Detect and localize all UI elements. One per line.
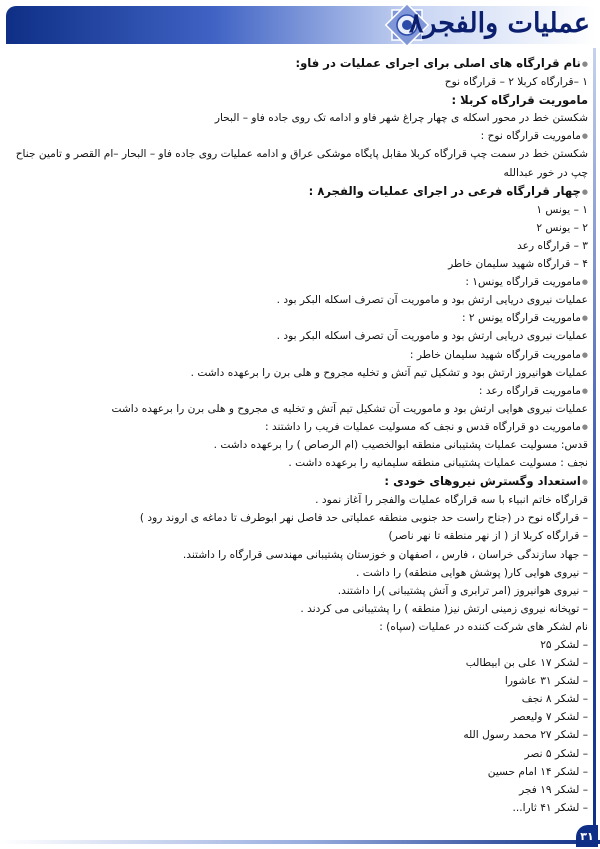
text-line <box>10 781 588 799</box>
line-text: – قرارگاه نوح در (جناح راست حد جنوبی منطقه عملیاتی حد فاصل نهر ابوطرف تا دماغه ی اروند رود ) <box>139 512 588 525</box>
text-line <box>10 219 588 237</box>
right-border-bar <box>593 48 596 841</box>
line-text: – لشکر ۵ نصر <box>524 747 588 760</box>
text-line <box>10 382 588 400</box>
text-line <box>10 654 588 672</box>
text-line <box>10 73 588 91</box>
text-line <box>10 237 588 255</box>
line-text: – توپخانه نیروی زمینی ارتش نیز( منطقه ) را پشتیبانی می کردند . <box>300 602 588 615</box>
text-line <box>10 109 588 127</box>
text-line <box>10 600 588 618</box>
section-heading <box>10 54 588 73</box>
text-line <box>10 346 588 364</box>
line-text: نجف : مسولیت عملیات پشتیبانی منطقه سلیمانیه را برعهده داشت . <box>288 457 588 470</box>
line-text: عملیات هوانیروز ارتش بود و تشکیل تیم آتش و تخلیه مجروح و هلی برن را برعهده داشت . <box>190 366 588 379</box>
text-line <box>10 327 588 345</box>
bullet-icon: ● <box>581 422 588 431</box>
text-line <box>10 127 588 145</box>
line-text: قدس: مسولیت عملیات پشتیبانی منطقه ابوالخصیب (ام الرصاص ) را برعهده داشت . <box>213 438 588 451</box>
page-title: عملیات والفجر۸ <box>408 8 590 39</box>
text-line <box>10 309 588 327</box>
text-line <box>10 454 588 472</box>
line-text: قرارگاه خاتم انبیاء با سه قرارگاه عملیات والفجر را آغاز نمود . <box>315 494 588 507</box>
line-text: ماموریت دو قرارگاه قدس و نجف که مسولیت عملیات فریب را داشتند : <box>265 420 581 433</box>
text-line <box>10 582 588 600</box>
line-text: ماموریت قرارگاه رعد : <box>478 384 581 397</box>
bullet-icon: ● <box>581 350 588 359</box>
bullet-icon: ● <box>581 60 588 68</box>
line-text: – لشکر ۱۹ فجر <box>519 783 588 796</box>
text-line <box>10 726 588 744</box>
line-text: ماموریت قرارگاه شهید سلیمان خاطر : <box>409 348 581 361</box>
line-text: – لشکر ۱۷ علی بن ابیطالب <box>465 657 588 670</box>
line-text: نام قرارگاه های اصلی برای اجرای عملیات در فاو: <box>295 56 581 70</box>
line-text: عملیات نیروی دریایی ارتش بود و ماموریت آن تصرف اسکله البکر بود . <box>276 294 588 307</box>
line-text: نام لشکر های شرکت کننده در عملیات (سپاه) : <box>379 620 588 633</box>
text-line <box>10 509 588 527</box>
line-text: ۴ – قرارگاه شهید سلیمان خاطر <box>448 258 588 271</box>
text-line <box>10 564 588 582</box>
bullet-icon: ● <box>581 187 588 196</box>
section-heading <box>10 472 588 491</box>
text-line <box>10 672 588 690</box>
text-line <box>10 364 588 382</box>
text-line <box>10 763 588 781</box>
text-line <box>10 491 588 509</box>
line-text: – لشکر ۸ نجف <box>521 693 588 706</box>
footer-bar <box>0 840 600 844</box>
line-text: ماموریت قرارگاه نوح : <box>480 130 581 143</box>
text-line <box>10 201 588 219</box>
line-text: ۲ – یونس ۲ <box>536 221 588 234</box>
line-text: – لشکر ۳۱ عاشورا <box>504 675 588 688</box>
line-text: – نیروی هوایی کار( پوشش هوایی منطقه) را داشت . <box>356 566 588 579</box>
text-line <box>10 145 588 181</box>
line-text: ماموریت قرارگاه یونس ۲ : <box>461 312 581 325</box>
text-line <box>10 255 588 273</box>
line-text: – لشکر ۱۴ امام حسین <box>487 765 588 778</box>
bullet-icon: ● <box>581 278 588 287</box>
text-line <box>10 273 588 291</box>
text-line <box>10 799 588 817</box>
line-text: عملیات نیروی دریایی ارتش بود و ماموریت آن تصرف اسکله البکر بود . <box>276 330 588 343</box>
line-text: شکستن خط در محور اسکله ی چهار چراغ شهر فاو و ادامه تک روی جاده فاو – البحار <box>214 112 588 125</box>
line-text: – قرارگاه کربلا از ( از نهر منطقه تا نهر ناصر) <box>388 530 588 543</box>
bullet-icon: ● <box>581 478 588 487</box>
line-text: چهار قرارگاه فرعی در اجرای عملیات والفجر۸ : <box>308 183 581 198</box>
text-line <box>10 418 588 436</box>
line-text: ۱ – یونس ۱ <box>536 203 588 216</box>
line-text: – لشکر ۲۵ <box>540 639 588 651</box>
line-text: عملیات نیروی هوایی ارتش بود و ماموریت آن تشکیل تیم آتش و تخلیه ی مجروح و هلی برن را برعهده داشت <box>111 402 588 415</box>
text-line <box>10 546 588 564</box>
line-text: – لشکر ۷ ولیعصر <box>510 711 588 724</box>
text-line <box>10 291 588 309</box>
line-text: ۳ – قرارگاه رعد <box>517 239 588 252</box>
section-heading <box>10 182 588 201</box>
line-text: استعداد وگسترش نیروهای خودی : <box>384 474 581 489</box>
text-line <box>10 400 588 418</box>
section-heading <box>10 91 588 109</box>
text-line <box>10 618 588 636</box>
line-text: ماموریت قرارگاه یونس۱ : <box>465 276 581 289</box>
bullet-icon: ● <box>581 132 588 141</box>
line-text: ۱ –قرارگاه کربلا ۲ – قرارگاه نوح <box>444 76 588 89</box>
text-line <box>10 636 588 654</box>
line-text: شکستن خط در سمت چپ قرارگاه کربلا مقابل پایگاه موشکی عراق و ادامه عملیات روی جاده فاو – البحار –ام القصر و تامین جناح چپ در خور عبدالله <box>15 148 588 179</box>
page-number: ۳۱ <box>576 825 598 847</box>
document-body <box>10 54 588 817</box>
text-line <box>10 708 588 726</box>
bullet-icon: ● <box>581 386 588 395</box>
line-text: – لشکر ۲۷ محمد رسول الله <box>463 729 588 742</box>
bullet-icon: ● <box>581 314 588 323</box>
text-line <box>10 745 588 763</box>
line-text: – جهاد سازندگی خراسان ، فارس ، اصفهان و خوزستان پشتیبانی مهندسی قرارگاه را داشتند. <box>182 548 588 561</box>
line-text: – لشکر ۴۱ ثارا... <box>512 801 588 814</box>
text-line <box>10 690 588 708</box>
text-line <box>10 436 588 454</box>
line-text: – نیروی هوانیروز (امر ترابری و آتش پشتیبانی )را داشتند. <box>337 584 588 597</box>
text-line <box>10 527 588 545</box>
line-text: ماموریت قرارگاه کربلا : <box>451 93 588 108</box>
